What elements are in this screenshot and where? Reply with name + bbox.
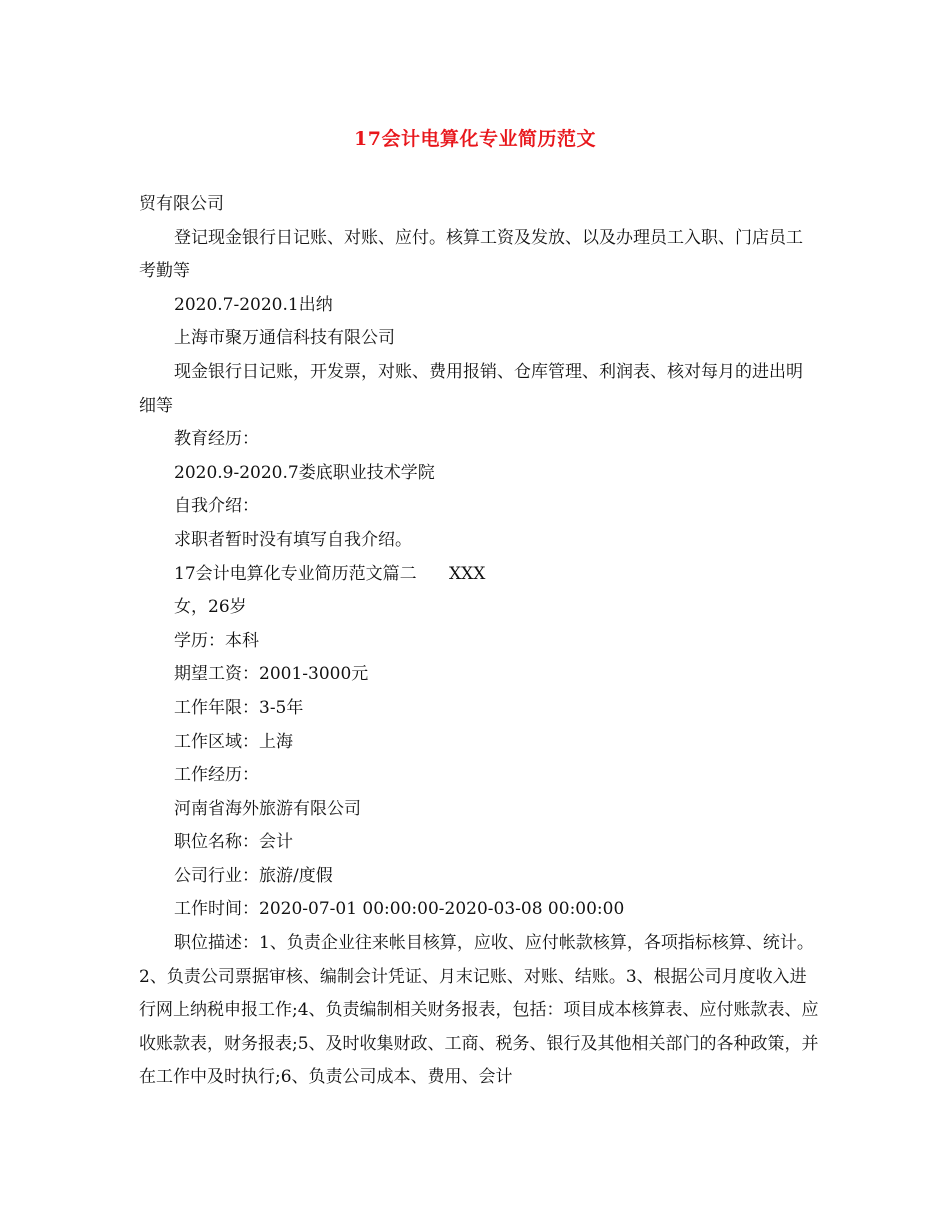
- paragraph: 工作时间：2020-07-01 00:00:00-2020-03-08 00:00:00: [174, 899, 625, 920]
- paragraph: 职位描述：1、负责企业往来帐目核算，应收、应付帐款核算，各项指标核算、统计。2、负责公司票据审核、编制会计凭证、月末记账、对账、结账。3、根据公司月度收入进行网上纳税申报工作;4、负责编制相关财务报表，包括：项目成本核算表、应付账款表、应收账款表，财务报表;5、及时收集财政、工商、税务、银行及其他相关部门的各种政策，并在工作中及时执行;6、负责公司成本、费用、会计: [139, 933, 819, 1088]
- paragraph: 2020.7-2020.1出纳: [174, 294, 333, 315]
- paragraph: 登记现金银行日记账、对账、应付。核算工资及发放、以及办理员工入职、门店员工考勤等: [139, 227, 803, 282]
- paragraph: 公司行业：旅游/度假: [174, 865, 333, 886]
- paragraph: 学历：本科: [174, 630, 259, 651]
- paragraph: 现金银行日记账，开发票，对账、费用报销、仓库管理、利润表、核对每月的进出明细等: [139, 361, 803, 416]
- paragraph: 上海市聚万通信科技有限公司: [174, 328, 395, 349]
- paragraph: 工作区域：上海: [174, 731, 293, 752]
- paragraph: 教育经历：: [174, 429, 259, 450]
- paragraph: 期望工资：2001-3000元: [174, 664, 369, 685]
- paragraph: 工作经历：: [174, 765, 259, 786]
- paragraph: 河南省海外旅游有限公司: [174, 798, 361, 819]
- paragraph: 自我介绍：: [174, 496, 259, 517]
- paragraph: 17会计电算化专业简历范文篇二 XXX: [174, 563, 486, 584]
- paragraph: 求职者暂时没有填写自我介绍。: [174, 529, 412, 550]
- paragraph: 职位名称：会计: [174, 832, 293, 853]
- document-title: 17会计电算化专业简历范文: [354, 128, 596, 150]
- paragraph: 女，26岁: [174, 597, 247, 618]
- document-body: [139, 188, 819, 1095]
- paragraph: 工作年限：3-5年: [174, 697, 304, 718]
- paragraph: 2020.9-2020.7娄底职业技术学院: [174, 462, 435, 483]
- paragraph: 贸有限公司: [139, 194, 224, 214]
